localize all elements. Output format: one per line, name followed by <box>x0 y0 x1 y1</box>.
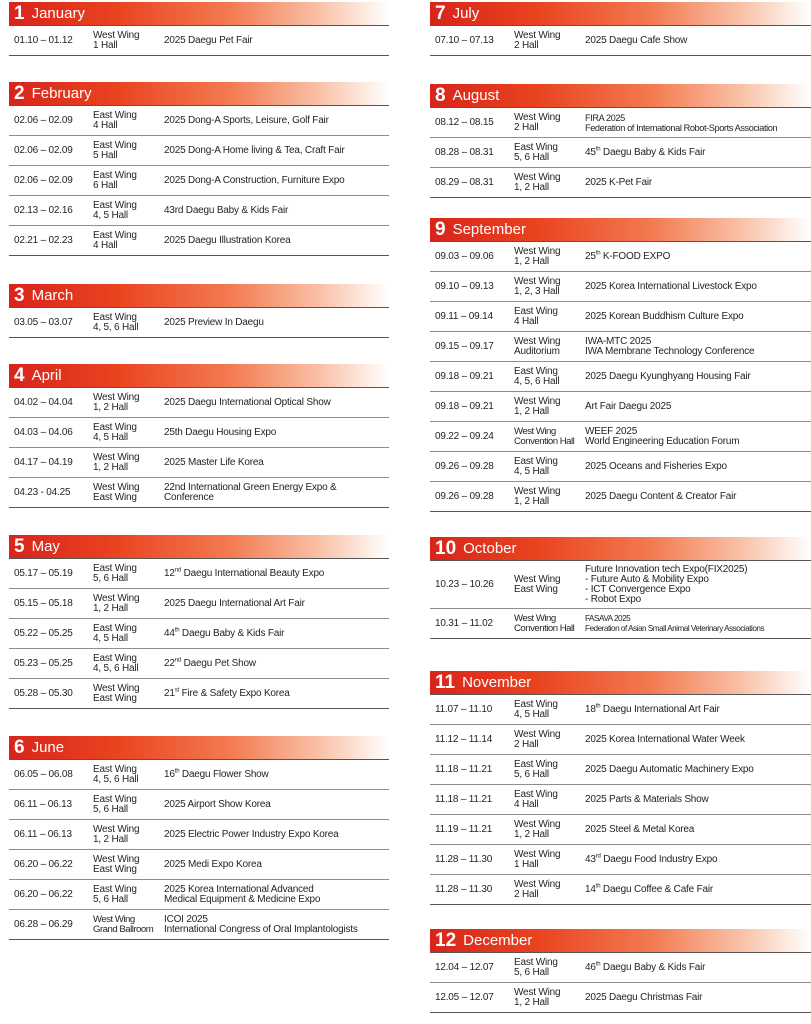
event-row <box>430 108 811 138</box>
event-title: 22nd International Green Energy Expo & Conference <box>164 481 337 503</box>
month-name: March <box>31 287 74 304</box>
event-venue: West Wing 1 Hall <box>514 848 561 870</box>
month-august <box>430 84 811 198</box>
month-number: 9 <box>435 218 446 240</box>
event-venue: East Wing 4, 5, 6 Hall <box>93 763 139 785</box>
event-row <box>430 815 811 845</box>
month-name: April <box>31 367 62 384</box>
event-title: 2025 Airport Show Korea <box>164 798 271 810</box>
month-october <box>430 537 811 639</box>
event-title: 2025 Dong-A Home living & Tea, Craft Fair <box>164 144 345 156</box>
event-title: 2025 Steel & Metal Korea <box>585 823 695 835</box>
event-date: 11.28 – 11.30 <box>435 884 493 895</box>
event-row <box>430 272 811 302</box>
event-date: 11.19 – 11.21 <box>435 824 493 835</box>
event-row <box>430 242 811 272</box>
event-row <box>430 362 811 392</box>
event-date: 10.23 – 10.26 <box>435 579 494 590</box>
month-number: 3 <box>14 284 25 306</box>
event-row <box>9 649 389 679</box>
event-title: WEEF 2025 World Engineering Education Forum <box>585 425 740 447</box>
event-row <box>9 478 389 508</box>
event-row <box>430 875 811 905</box>
event-date: 10.31 – 11.02 <box>435 618 493 629</box>
event-title: 2025 Daegu Pet Fair <box>164 34 253 46</box>
event-row <box>430 392 811 422</box>
event-row <box>430 302 811 332</box>
event-date: 11.28 – 11.30 <box>435 854 493 865</box>
event-venue: West Wing 1, 2 Hall <box>93 823 140 845</box>
event-venue: West Wing 1, 2 Hall <box>514 818 561 840</box>
event-venue: East Wing 4, 5 Hall <box>93 421 137 443</box>
event-date: 06.28 – 06.29 <box>14 919 73 930</box>
event-date: 11.12 – 11.14 <box>435 734 493 745</box>
event-row <box>430 561 811 609</box>
event-venue: West Wing 1, 2, 3 Hall <box>514 275 561 297</box>
event-title: 2025 Daegu International Art Fair <box>164 597 305 609</box>
event-date: 09.15 – 09.17 <box>435 341 494 352</box>
event-date: 09.22 – 09.24 <box>435 431 494 442</box>
event-row <box>9 448 389 478</box>
month-header <box>430 84 811 107</box>
event-date: 08.29 – 08.31 <box>435 177 494 188</box>
event-row <box>9 619 389 649</box>
month-header <box>9 535 389 558</box>
event-title: 2025 K-Pet Fair <box>585 176 653 188</box>
event-row <box>430 26 811 56</box>
event-row <box>430 422 811 452</box>
event-date: 05.15 – 05.18 <box>14 598 73 609</box>
event-date: 04.02 – 04.04 <box>14 397 73 408</box>
event-title: 2025 Korea International Advanced Medical Equipment & Medicine Expo <box>164 883 321 905</box>
month-header <box>430 218 811 241</box>
event-title: 2025 Oceans and Fisheries Expo <box>585 460 727 472</box>
event-row <box>430 332 811 362</box>
event-row <box>9 388 389 418</box>
month-number: 7 <box>435 2 446 24</box>
event-title: 2025 Korea International Water Week <box>585 733 745 745</box>
month-header <box>430 929 811 952</box>
event-title: 12nd Daegu International Beauty Expo <box>164 567 325 579</box>
event-venue: East Wing 4, 5 Hall <box>93 622 137 644</box>
event-venue: East Wing 6 Hall <box>93 169 137 191</box>
event-title: 2025 Daegu Christmas Fair <box>585 991 703 1003</box>
event-date: 06.11 – 06.13 <box>14 829 72 840</box>
event-title: Future Innovation tech Expo(FIX2025) - Future Auto & Mobility Expo - ICT Convergence Expo - Robot Expo <box>585 563 748 605</box>
event-date: 09.26 – 09.28 <box>435 461 494 472</box>
month-header <box>9 2 389 25</box>
month-may <box>9 535 389 709</box>
month-name: January <box>31 5 85 22</box>
event-title: 18th Daegu International Art Fair <box>585 703 720 715</box>
event-title: 2025 Preview In Daegu <box>164 316 264 328</box>
event-date: 05.23 – 05.25 <box>14 658 73 669</box>
event-date: 04.03 – 04.06 <box>14 427 73 438</box>
event-venue: East Wing 4, 5 Hall <box>514 698 558 720</box>
event-venue: West Wing 1, 2 Hall <box>93 592 140 614</box>
event-title: FASAVA 2025 Federation of Asian Small Animal Veterinary Associations <box>585 613 765 633</box>
event-title: 2025 Dong-A Sports, Leisure, Golf Fair <box>164 114 329 126</box>
event-row <box>9 226 389 256</box>
event-title: 2025 Korea International Livestock Expo <box>585 280 757 292</box>
event-venue: West Wing 2 Hall <box>514 111 561 133</box>
month-header <box>9 736 389 759</box>
month-number: 4 <box>14 364 25 386</box>
event-venue: West Wing East Wing <box>93 682 140 704</box>
month-number: 8 <box>435 84 446 106</box>
month-name: October <box>463 540 517 557</box>
event-title: 21st Fire & Safety Expo Korea <box>164 687 290 699</box>
event-title: 25th Daegu Housing Expo <box>164 426 277 438</box>
event-title: FIRA 2025 Federation of International Robot-Sports Association <box>585 112 778 133</box>
month-header <box>9 82 389 105</box>
event-row <box>430 138 811 168</box>
event-title: 46th Daegu Baby & Kids Fair <box>585 961 706 973</box>
event-row <box>9 679 389 709</box>
event-venue: West Wing 1, 2 Hall <box>514 171 561 193</box>
event-date: 01.10 – 01.12 <box>14 35 73 46</box>
event-venue: East Wing 4, 5, 6 Hall <box>93 311 139 333</box>
month-number: 10 <box>435 537 457 559</box>
event-title: 2025 Dong-A Construction, Furniture Expo <box>164 174 345 186</box>
event-title: 2025 Daegu Illustration Korea <box>164 234 291 246</box>
event-row <box>9 166 389 196</box>
event-date: 12.04 – 12.07 <box>435 962 494 973</box>
event-date: 04.17 – 04.19 <box>14 457 73 468</box>
event-venue: West Wing Grand Ballroom <box>93 913 154 935</box>
event-date: 03.05 – 03.07 <box>14 317 73 328</box>
event-venue: West Wing East Wing <box>93 481 140 503</box>
event-date: 09.11 – 09.14 <box>435 311 493 322</box>
event-row <box>430 755 811 785</box>
event-date: 11.07 – 11.10 <box>435 704 493 715</box>
event-title: 2025 Daegu Kyunghyang Housing Fair <box>585 370 751 382</box>
event-venue: West Wing 1 Hall <box>93 29 140 51</box>
event-date: 08.28 – 08.31 <box>435 147 494 158</box>
event-row <box>430 953 811 983</box>
event-row <box>430 785 811 815</box>
month-header <box>430 671 811 694</box>
month-name: May <box>31 538 60 555</box>
event-title: 2025 Electric Power Industry Expo Korea <box>164 828 339 840</box>
event-title: 45th Daegu Baby & Kids Fair <box>585 146 706 158</box>
event-date: 05.28 – 05.30 <box>14 688 73 699</box>
event-venue: West Wing Convention Hall <box>514 425 575 447</box>
event-row <box>9 559 389 589</box>
event-venue: West Wing Convention Hall <box>514 612 575 634</box>
month-april <box>9 364 389 508</box>
event-venue: West Wing 2 Hall <box>514 728 561 750</box>
month-september <box>430 218 811 512</box>
event-row <box>430 845 811 875</box>
event-venue: West Wing 1, 2 Hall <box>93 451 140 473</box>
event-venue: East Wing 5, 6 Hall <box>93 562 137 584</box>
month-number: 11 <box>435 671 456 693</box>
month-number: 6 <box>14 736 25 758</box>
event-date: 06.20 – 06.22 <box>14 889 73 900</box>
event-venue: West Wing 2 Hall <box>514 878 561 900</box>
month-name: August <box>452 87 500 104</box>
month-header <box>9 284 389 307</box>
month-name: July <box>452 5 480 22</box>
event-venue: West Wing 1, 2 Hall <box>514 395 561 417</box>
event-venue: East Wing 5, 6 Hall <box>514 141 558 163</box>
event-venue: West Wing Auditorium <box>514 335 561 357</box>
event-row <box>430 452 811 482</box>
month-name: June <box>31 739 65 756</box>
event-title: 2025 Parts & Materials Show <box>585 793 709 805</box>
event-title: 14th Daegu Coffee & Cafe Fair <box>585 883 714 895</box>
event-date: 04.23 - 04.25 <box>14 487 71 498</box>
event-venue: West Wing 1, 2 Hall <box>514 485 561 507</box>
event-row <box>9 820 389 850</box>
event-date: 08.12 – 08.15 <box>435 117 494 128</box>
event-row <box>9 850 389 880</box>
event-venue: West Wing East Wing <box>93 853 140 875</box>
month-july <box>430 2 811 56</box>
event-date: 06.05 – 06.08 <box>14 769 73 780</box>
event-date: 09.26 – 09.28 <box>435 491 494 502</box>
event-title: 2025 Daegu International Optical Show <box>164 396 331 408</box>
event-venue: West Wing 2 Hall <box>514 29 561 51</box>
event-date: 06.11 – 06.13 <box>14 799 72 810</box>
event-row <box>9 196 389 226</box>
event-venue: East Wing 4 Hall <box>514 305 558 327</box>
event-date: 09.03 – 09.06 <box>435 251 494 262</box>
event-title: ICOI 2025 International Congress of Oral Implantologists <box>164 913 358 935</box>
event-row <box>9 880 389 910</box>
event-title: 2025 Daegu Content & Creator Fair <box>585 490 737 502</box>
event-title: 2025 Daegu Automatic Machinery Expo <box>585 763 754 775</box>
month-number: 2 <box>14 82 25 104</box>
event-date: 09.18 – 09.21 <box>435 371 494 382</box>
event-title: IWA-MTC 2025 IWA Membrane Technology Conference <box>585 335 755 357</box>
event-venue: East Wing 5, 6 Hall <box>93 793 137 815</box>
event-title: 2025 Medi Expo Korea <box>164 858 262 870</box>
month-name: November <box>462 674 532 691</box>
month-header <box>430 537 811 560</box>
event-row <box>430 983 811 1013</box>
event-date: 02.06 – 02.09 <box>14 145 73 156</box>
event-date: 05.17 – 05.19 <box>14 568 73 579</box>
event-venue: East Wing 5, 6 Hall <box>514 758 558 780</box>
month-header <box>430 2 811 25</box>
event-date: 09.18 – 09.21 <box>435 401 494 412</box>
month-number: 5 <box>14 535 25 557</box>
event-row <box>9 589 389 619</box>
event-date: 11.18 – 11.21 <box>435 794 493 805</box>
event-date: 11.18 – 11.21 <box>435 764 493 775</box>
event-row <box>9 308 389 338</box>
event-title: 22nd Daegu Pet Show <box>164 657 256 669</box>
month-february <box>9 82 389 256</box>
month-june <box>9 736 389 940</box>
event-venue: West Wing East Wing <box>514 573 561 595</box>
month-number: 12 <box>435 929 457 951</box>
event-row <box>430 609 811 639</box>
month-name: September <box>452 221 526 238</box>
event-row <box>9 136 389 166</box>
event-title: 44th Daegu Baby & Kids Fair <box>164 627 285 639</box>
month-header <box>9 364 389 387</box>
month-january <box>9 2 389 56</box>
event-date: 02.06 – 02.09 <box>14 115 73 126</box>
event-venue: East Wing 4 Hall <box>93 229 137 251</box>
event-row <box>9 910 389 940</box>
event-title: 25th K-FOOD EXPO <box>585 250 671 262</box>
event-title: 2025 Master Life Korea <box>164 456 264 468</box>
event-date: 02.06 – 02.09 <box>14 175 73 186</box>
event-date: 12.05 – 12.07 <box>435 992 494 1003</box>
event-venue: East Wing 5, 6 Hall <box>514 956 558 978</box>
month-december <box>430 929 811 1013</box>
event-title: 43rd Daegu Food Industry Expo <box>585 853 718 865</box>
event-title: 2025 Daegu Cafe Show <box>585 34 688 46</box>
event-venue: East Wing 4, 5 Hall <box>514 455 558 477</box>
event-title: 43rd Daegu Baby & Kids Fair <box>164 204 289 216</box>
event-venue: East Wing 4, 5 Hall <box>93 199 137 221</box>
event-row <box>9 418 389 448</box>
event-date: 09.10 – 09.13 <box>435 281 494 292</box>
event-date: 02.13 – 02.16 <box>14 205 73 216</box>
event-title: 2025 Korean Buddhism Culture Expo <box>585 310 744 322</box>
event-venue: East Wing 4, 5, 6 Hall <box>514 365 560 387</box>
event-venue: East Wing 4 Hall <box>514 788 558 810</box>
month-name: February <box>31 85 92 102</box>
month-number: 1 <box>14 2 25 24</box>
event-row <box>9 26 389 56</box>
event-row <box>430 725 811 755</box>
event-row <box>430 695 811 725</box>
event-venue: East Wing 5, 6 Hall <box>93 883 137 905</box>
event-date: 06.20 – 06.22 <box>14 859 73 870</box>
event-date: 07.10 – 07.13 <box>435 35 494 46</box>
month-name: December <box>463 932 533 949</box>
event-venue: West Wing 1, 2 Hall <box>514 986 561 1008</box>
event-venue: East Wing 4, 5, 6 Hall <box>93 652 139 674</box>
event-venue: West Wing 1, 2 Hall <box>93 391 140 413</box>
event-title: Art Fair Daegu 2025 <box>585 400 672 412</box>
event-row <box>430 482 811 512</box>
event-date: 05.22 – 05.25 <box>14 628 73 639</box>
month-march <box>9 284 389 338</box>
month-november <box>430 671 811 905</box>
event-row <box>9 790 389 820</box>
event-venue: West Wing 1, 2 Hall <box>514 245 561 267</box>
event-row <box>9 760 389 790</box>
event-row <box>430 168 811 198</box>
event-title: 16th Daegu Flower Show <box>164 768 269 780</box>
event-venue: East Wing 5 Hall <box>93 139 137 161</box>
event-venue: East Wing 4 Hall <box>93 109 137 131</box>
event-row <box>9 106 389 136</box>
event-date: 02.21 – 02.23 <box>14 235 73 246</box>
